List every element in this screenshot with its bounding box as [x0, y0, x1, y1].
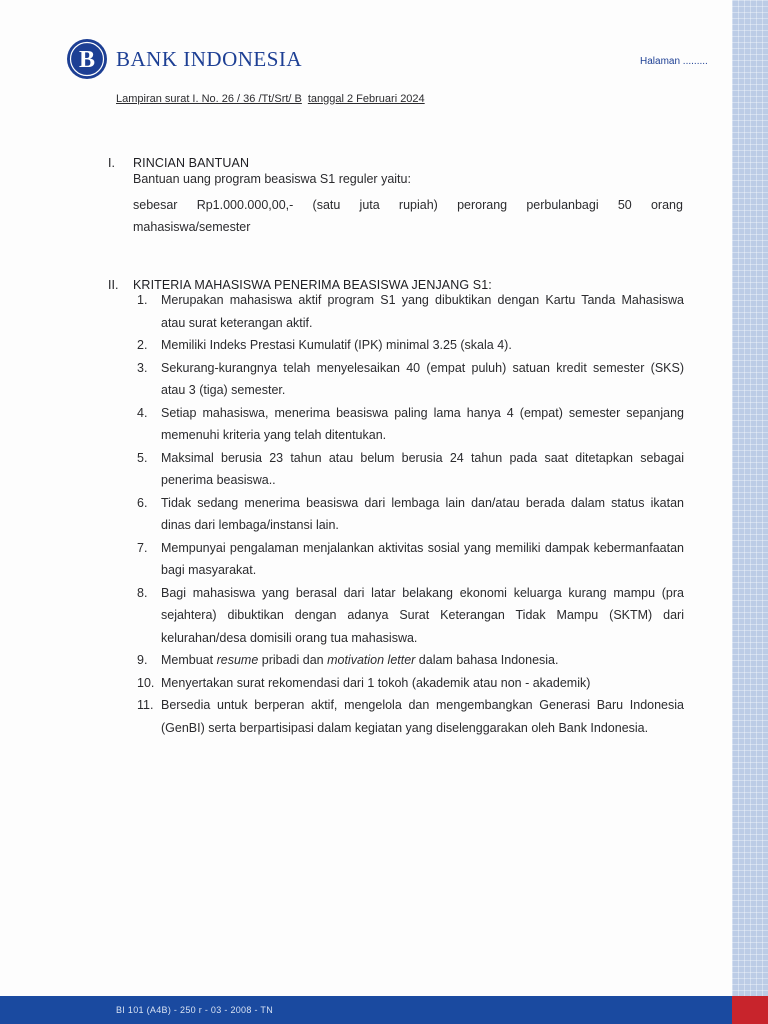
form-code: BI 101 (A4B) - 250 r - 03 - 2008 - TN	[116, 1005, 273, 1015]
list-item: 4. Setiap mahasiswa, menerima beasiswa paling lama hanya 4 (empat) semester sepanjang memenuhi kriteria yang telah ditentukan.	[137, 405, 684, 442]
list-item: 11. Bersedia untuk berperan aktif, mengelola dan mengembangkan Generasi Baru Indonesia (GenBI) serta berpartisipasi dalam kegiatan yang diselenggarakan oleh Bank Indonesia.	[137, 698, 684, 735]
letter-reference	[116, 93, 425, 105]
svg-text:B: B	[78, 47, 96, 73]
section-title: RINCIAN BANTUAN	[133, 156, 250, 170]
list-item: 3. Sekurang-kurangnya telah menyelesaikan 40 (empat puluh) satuan kredit semester (SKS) atau 3 (tiga) semester.	[137, 360, 684, 397]
letter-reference-number: Lampiran surat I. No. 26 / 36 /Tt/Srt/ B	[116, 93, 302, 105]
page-number-label: Halaman .........	[640, 56, 708, 67]
list-item: 9. Membuat resume pribadi dan motivation letter dalam bahasa Indonesia.	[137, 653, 559, 667]
letterhead-side-strip	[732, 0, 768, 996]
logo-text: BANK INDONESIA	[116, 46, 303, 71]
section-title: KRITERIA MAHASISWA PENERIMA BEASISWA JENJANG S1:	[133, 278, 492, 292]
letterhead-footer	[0, 996, 732, 1024]
list-item: 10. Menyertakan surat rekomendasi dari 1 tokoh (akademik atau non - akademik)	[137, 675, 591, 690]
criteria-list	[128, 289, 684, 739]
section-text: mahasiswa/semester	[133, 220, 251, 234]
section-text-justified: sebesar Rp1.000.000,00,- (satu juta rupiah) perorang perbulanbagi 50 orang	[133, 198, 683, 212]
footer-red-block	[732, 996, 768, 1024]
section-rincian-bantuan	[108, 156, 683, 238]
section-text: Bantuan uang program beasiswa S1 reguler yaitu:	[133, 172, 411, 186]
list-item: 7. Mempunyai pengalaman menjalankan aktivitas sosial yang memiliki dampak kebermanfaatan bagi masyarakat.	[137, 540, 684, 577]
bi-emblem-icon	[66, 38, 108, 80]
list-item: 1. Merupakan mahasiswa aktif program S1 yang dibuktikan dengan Kartu Tanda Mahasiswa atau surat keterangan aktif.	[137, 293, 684, 330]
list-item: 5. Maksimal berusia 23 tahun atau belum berusia 24 tahun pada saat ditetapkan sebagai penerima beasiswa..	[137, 450, 684, 487]
section-number: II.	[108, 278, 119, 292]
list-item: 6. Tidak sedang menerima beasiswa dari lembaga lain dan/atau berada dalam status ikatan dinas dari lembaga/instansi lain.	[137, 495, 684, 532]
list-item: 2. Memiliki Indeks Prestasi Kumulatif (IPK) minimal 3.25 (skala 4).	[137, 338, 512, 352]
bank-indonesia-logo	[66, 38, 302, 80]
section-number: I.	[108, 156, 115, 170]
list-item: 8. Bagi mahasiswa yang berasal dari latar belakang ekonomi keluarga kurang mampu (pra sejahtera) dibuktikan dengan adanya Surat Keterangan Tidak Mampu (SKTM) dari kelurahan/desa domisili orang tua mahasiswa.	[137, 585, 684, 645]
letter-date: tanggal 2 Februari 2024	[307, 93, 425, 105]
